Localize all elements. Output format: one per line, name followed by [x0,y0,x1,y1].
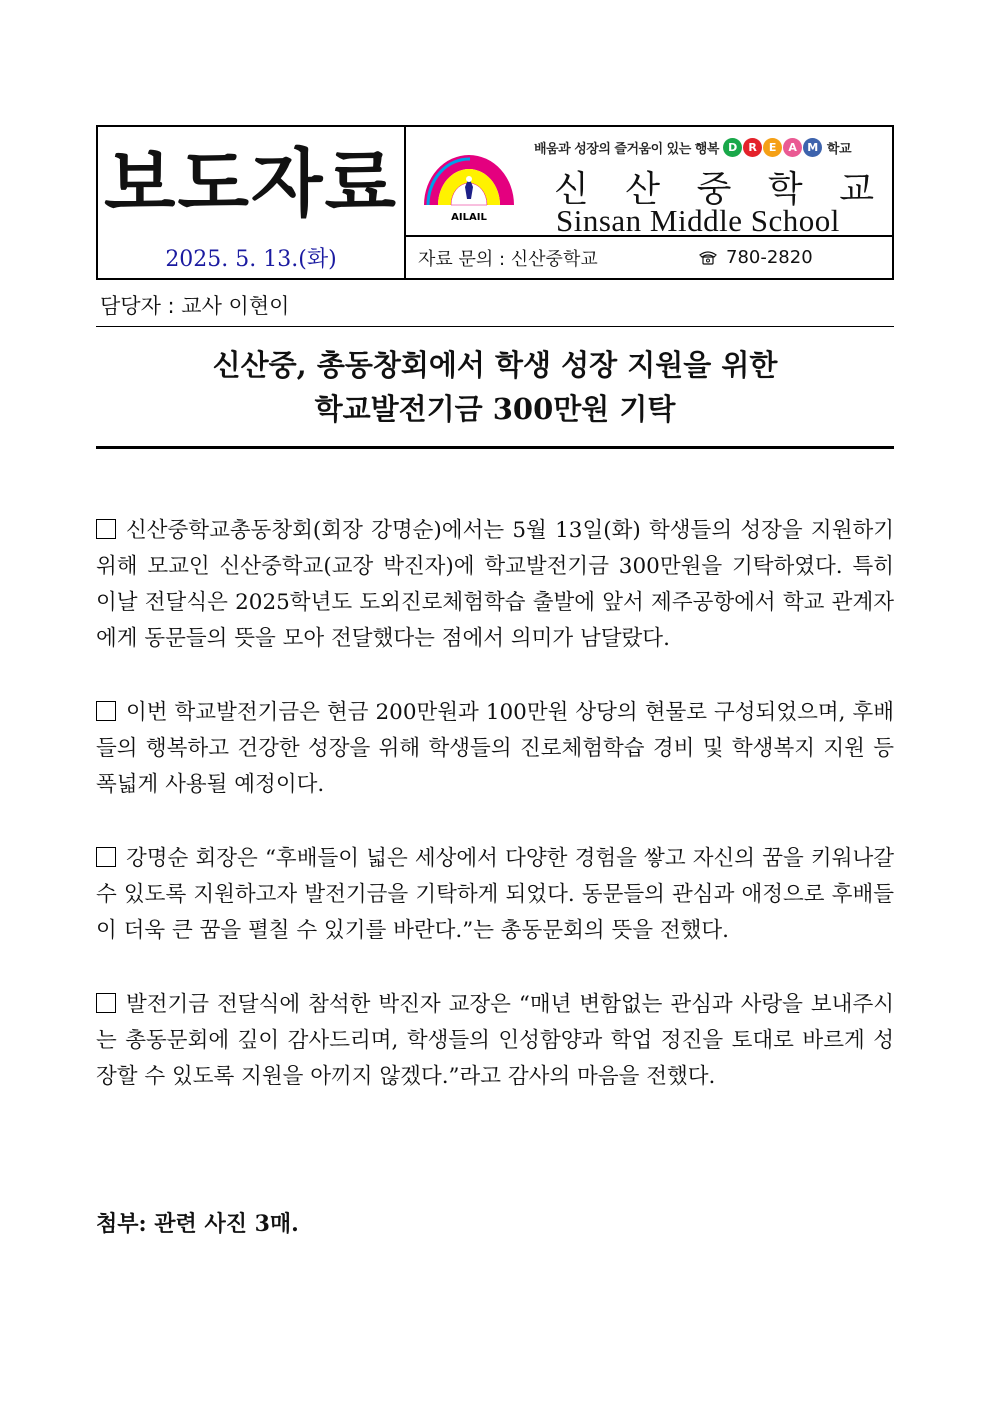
paragraph [96,841,894,949]
paragraph [96,987,894,1095]
school-name-char: 학 [767,169,803,210]
logo-caption: AILAIL [451,212,487,223]
headline-divider [96,446,894,449]
school-name-char: 중 [696,169,732,210]
slogan-prefix: 배움과 성장의 즐거움이 있는 행복 [534,141,719,157]
page-title: 보도자료 [104,141,398,227]
contact-label: 자료 문의 : 신산중학교 [418,248,598,270]
dream-letter-e: E [763,138,782,157]
paragraph-text: 이번 학교발전기금은 현금 200만원과 100만원 상당의 현물로 구성되었으며, 후배들의 행복하고 건강한 성장을 위해 학생들의 진로체험학습 경비 및 학생복지 지원 등 폭넓게 사용될 예정이다. [96,700,894,797]
headline-line-1: 신산중, 총동창회에서 학생 성장 지원을 위한 [212,348,778,382]
date-cell [98,237,406,278]
dream-letter-r: R [743,138,762,157]
manager-line: 담당자 : 교사 이현이 [100,294,290,318]
school-name-char: 신 [554,169,589,210]
checkbox-bullet-icon [96,993,116,1013]
paragraph [96,695,894,803]
paragraph-text: 강명순 회장은 “후배들이 넓은 세상에서 다양한 경험을 쌓고 자신의 꿈을 키워나갈 수 있도록 지원하고자 발전기금을 기탁하게 되었다. 동문들의 관심과 애정으로 후배들이 더욱 큰 꿈을 펼칠 수 있기를 바란다.”는 총동문회의 뜻을 전했다. [96,846,894,943]
phone-number: 780-2820 [726,247,813,268]
contact-cell [406,237,892,278]
checkbox-bullet-icon [96,519,116,539]
school-slogan [534,135,851,159]
attachment-note: 첨부: 관련 사진 3매. [96,1211,299,1237]
divider [96,326,894,327]
telephone-icon [698,250,718,266]
headline-line-2: 학교발전기금 300만원 기탁 [314,392,676,426]
school-name-english: Sinsan Middle School [556,203,840,238]
dream-badge [723,138,823,157]
paragraph [96,513,894,657]
contact-phone [698,247,813,268]
school-name-char: 산 [625,169,661,210]
paragraph-text: 발전기금 전달식에 참석한 박진자 교장은 “매년 변함없는 관심과 사랑을 보내주시는 총동문회에 깊이 감사드리며, 학생들의 인성함양과 학업 정진을 토대로 바르게 성장할 수 있도록 지원을 아끼지 않겠다.”라고 감사의 마음을 전했다. [96,992,894,1089]
slogan-suffix: 학교 [826,141,852,157]
article-body [96,513,894,1133]
school-logo-cell [406,127,892,237]
school-logo-icon [420,143,518,223]
headline [96,343,894,431]
press-release-header [96,125,894,280]
dream-letter-m: M [803,138,822,157]
release-date: 2025. 5. 13.(화) [165,247,337,272]
title-cell [98,127,406,237]
checkbox-bullet-icon [96,847,116,867]
dream-letter-d: D [723,138,742,157]
checkbox-bullet-icon [96,701,116,721]
paragraph-text: 신산중학교총동창회(회장 강명순)에서는 5월 13일(화) 학생들의 성장을 지원하기 위해 모교인 신산중학교(교장 박진자)에 학교발전기금 300만원을 기탁하였다. 특히 이날 전달식은 2025학년도 도외진로체험학습 출발에 앞서 제주공항에서 학교 관계자에게 동문들의 뜻을 모아 전달했다는 점에서 의미가 남달랐다. [96,518,894,651]
dream-letter-a: A [783,138,802,157]
school-name-char: 교 [839,169,874,210]
